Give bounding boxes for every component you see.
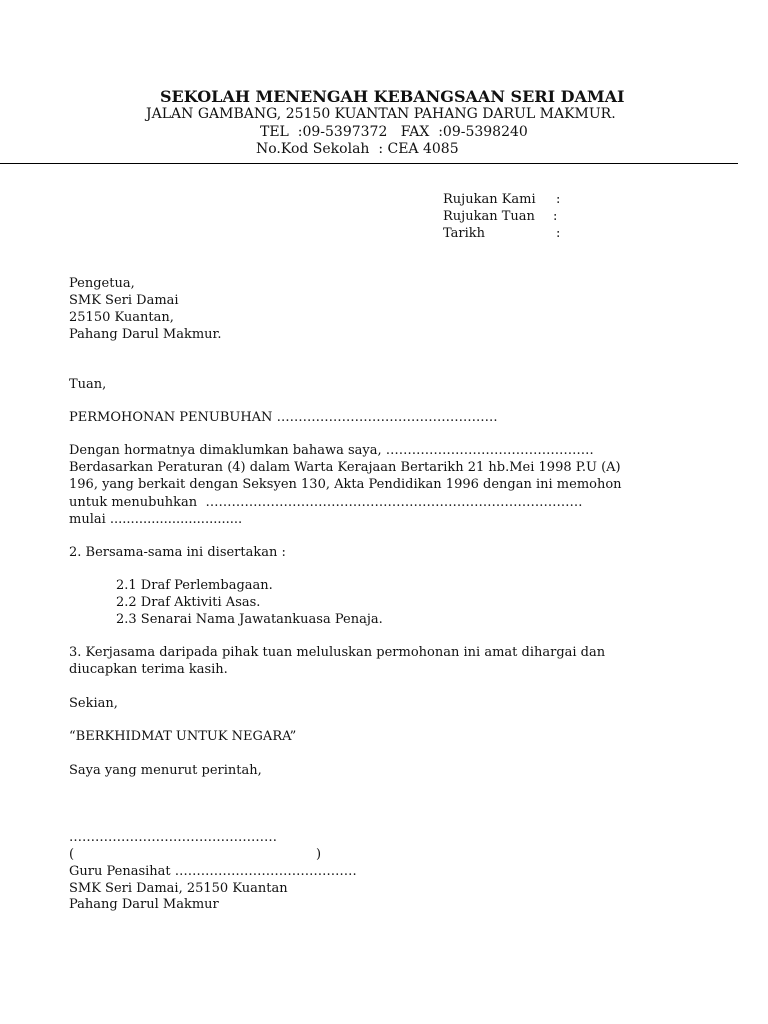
closing-saya: Saya yang menurut perintah, bbox=[69, 763, 262, 778]
list-item: 2.2 Draf Aktiviti Asas. bbox=[116, 595, 261, 610]
salutation: Tuan, bbox=[69, 377, 107, 392]
letterhead-divider bbox=[0, 163, 738, 164]
section-heading: 2. Bersama-sama ini disertakan : bbox=[69, 545, 286, 560]
recipient-line: SMK Seri Damai bbox=[69, 293, 179, 308]
tarikh-colon: : bbox=[556, 226, 561, 241]
body-line: diucapkan terima kasih. bbox=[69, 662, 228, 677]
closing-sekian: Sekian, bbox=[69, 696, 118, 711]
body-line: mulai ................................ bbox=[69, 512, 243, 527]
body-line: 196, yang berkait dengan Seksyen 130, Akta Pendidikan 1996 dengan ini memohon bbox=[69, 477, 622, 492]
ref-tuan-colon: : bbox=[553, 209, 558, 224]
recipient-line: 25150 Kuantan, bbox=[69, 310, 174, 325]
ref-kami-label: Rujukan Kami bbox=[443, 192, 536, 207]
tarikh-label: Tarikh bbox=[443, 226, 486, 241]
recipient-line: Pengetua, bbox=[69, 276, 135, 291]
signature-line: ………………………………………… bbox=[69, 830, 277, 845]
subject-line: PERMOHONAN PENUBUHAN …………………………………………… bbox=[69, 410, 498, 425]
school-address: JALAN GAMBANG, 25150 KUANTAN PAHANG DARUL MAKMUR. bbox=[146, 106, 616, 122]
signature-name-close: ) bbox=[316, 847, 322, 862]
body-line: Berdasarkan Peraturan (4) dalam Warta Kerajaan Bertarikh 21 hb.Mei 1998 P.U (A) bbox=[69, 460, 621, 475]
school-name: SEKOLAH MENENGAH KEBANGSAAN SERI DAMAI bbox=[160, 87, 625, 106]
signature-state: Pahang Darul Makmur bbox=[69, 897, 219, 912]
ref-tuan-label: Rujukan Tuan bbox=[443, 209, 535, 224]
body-line: 3. Kerjasama daripada pihak tuan meluluskan permohonan ini amat dihargai dan bbox=[69, 645, 606, 660]
body-line: untuk menubuhkan …………………………………………………………………………… bbox=[69, 495, 583, 510]
school-code: No.Kod Sekolah : CEA 4085 bbox=[256, 141, 459, 157]
body-line: Dengan hormatnya dimaklumkan bahawa saya, ………………………………………… bbox=[69, 443, 594, 458]
signature-name-open: ( bbox=[69, 847, 75, 862]
recipient-line: Pahang Darul Makmur. bbox=[69, 327, 222, 342]
school-phone-fax: TEL :09-5397372 FAX :09-5398240 bbox=[260, 124, 528, 140]
ref-kami-colon: : bbox=[556, 192, 561, 207]
signature-title: Guru Penasihat …………………………………… bbox=[69, 864, 357, 879]
signature-school: SMK Seri Damai, 25150 Kuantan bbox=[69, 881, 288, 896]
list-item: 2.1 Draf Perlembagaan. bbox=[116, 578, 273, 593]
list-item: 2.3 Senarai Nama Jawatankuasa Penaja. bbox=[116, 612, 383, 627]
closing-motto: “BERKHIDMAT UNTUK NEGARA” bbox=[69, 729, 297, 744]
